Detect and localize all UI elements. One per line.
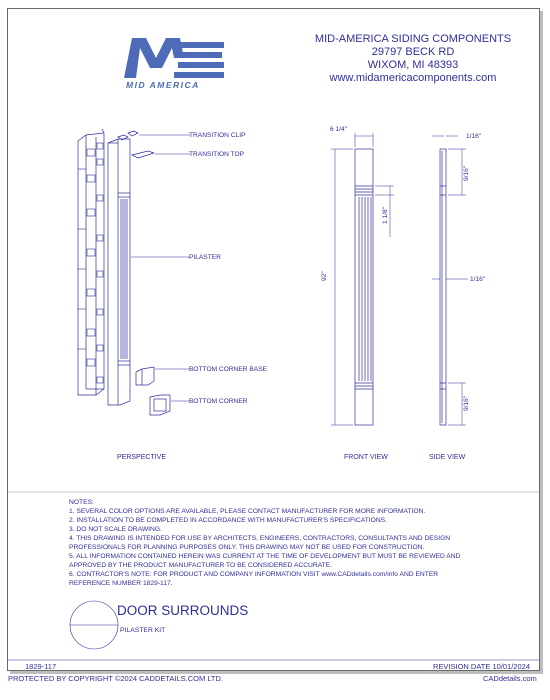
dim-front-width: 6 1/4" [330, 126, 348, 133]
dim-side-cap: 9/16" [463, 165, 470, 181]
reference-number: 1829-117 [25, 662, 57, 671]
note-line: 3. DO NOT SCALE DRAWING. [69, 526, 162, 533]
logo-text: MID AMERICA [126, 80, 200, 90]
note-line: 5. ALL INFORMATION CONTAINED HEREIN WAS CURRENT AT THE TIME OF DEVELOPMENT BUT MUST BE REVIEWED AND [69, 553, 461, 560]
label-front-view: FRONT VIEW [344, 454, 388, 461]
company-street: 29797 BECK RD [371, 46, 455, 58]
dim-side-base: 9/16" [463, 395, 470, 411]
label-side-view: SIDE VIEW [429, 454, 466, 461]
drawing-title: DOOR SURROUNDS [117, 603, 249, 618]
callout-bottom-corner-base: BOTTOM CORNER BASE [189, 366, 267, 373]
callout-pilaster: PILASTER [189, 254, 221, 261]
callout-bottom-corner: BOTTOM CORNER [189, 398, 248, 405]
notes-block [69, 498, 529, 588]
dim-side-mid: 1/16" [470, 276, 486, 283]
caddetails-site[interactable]: CADdetails.com [483, 674, 537, 683]
note-line: PROFESSIONALS FOR PLANNING PURPOSES ONLY. THIS DRAWING MAY NOT BE USED FOR CONSTRUCTION. [69, 544, 425, 551]
pilaster-perspective-part [108, 139, 190, 405]
company-city: WIXOM, MI 48393 [367, 59, 459, 71]
drawing-sheet [7, 8, 540, 671]
callout-transition-top: TRANSITION TOP [189, 151, 245, 158]
note-line: 1. SEVERAL COLOR OPTIONS ARE AVAILABLE, PLEASE CONTACT MANUFACTURER FOR MORE INFORMATION. [69, 508, 426, 515]
drawing-subtitle: PILASTER KIT [120, 627, 166, 634]
dim-front-cap: 1 1/8" [382, 206, 389, 224]
note-line: APPROVED BY THE PRODUCT MANUFACTURER TO BE CONSIDERED ACCURATE. [69, 562, 333, 569]
company-website[interactable]: www.midamericacomponents.com [329, 72, 497, 84]
notes-heading: NOTES: [69, 499, 94, 506]
label-perspective: PERSPECTIVE [117, 454, 167, 461]
company-name: MID-AMERICA SIDING COMPONENTS [314, 33, 512, 45]
note-line: 4. THIS DRAWING IS INTENDED FOR USE BY ARCHITECTS, ENGINEERS, CONTRACTORS, CONSULTANTS AND DESIGN [69, 535, 451, 542]
note-line: 6. CONTRACTOR'S NOTE: FOR PRODUCT AND COMPANY INFORMATION VISIT www.CADdetails.com/info AND ENTER [69, 571, 439, 578]
front-view-drawing [331, 133, 394, 425]
dim-front-height: 92" [321, 271, 328, 281]
bottom-corner-base-part [136, 367, 190, 385]
dim-side-top: 1/16" [466, 133, 482, 140]
note-line: 2. INSTALLATION TO BE COMPLETED IN ACCORDANCE WITH MANUFACTURER'S SPECIFICATIONS. [69, 517, 387, 524]
callout-transition-clip: TRANSITION CLIP [189, 132, 246, 139]
note-line: REFERENCE NUMBER 1829-117. [69, 580, 173, 587]
copyright-notice: PROTECTED BY COPYRIGHT ©2024 CADDETAILS.COM LTD. [8, 674, 224, 683]
revision-date: REVISION DATE 10/01/2024 [433, 662, 530, 671]
bottom-corner-part [150, 395, 190, 415]
transition-top-part [132, 151, 190, 158]
back-channel-strip [78, 129, 104, 395]
